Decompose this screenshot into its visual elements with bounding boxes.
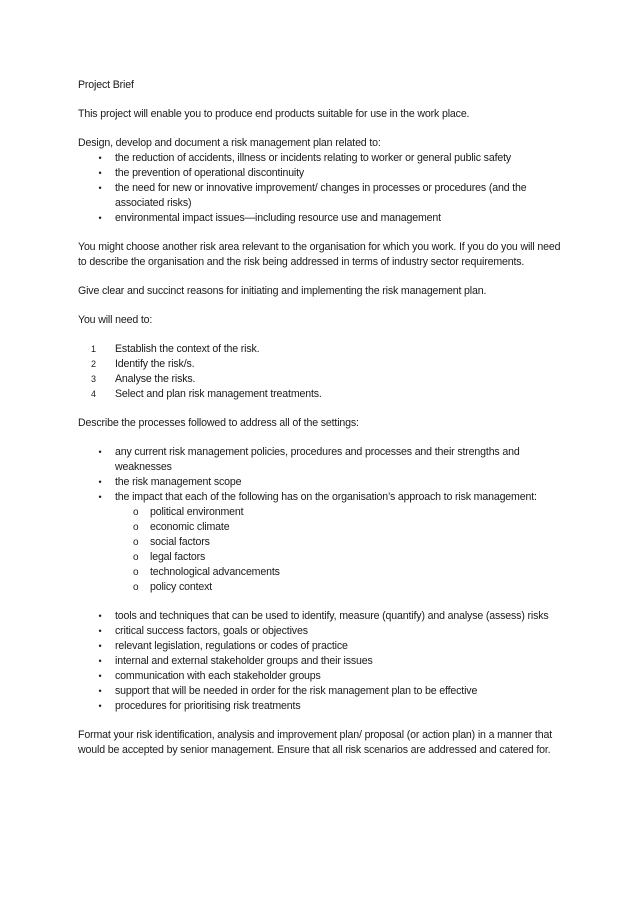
bullet-icon: • [98,213,102,223]
sub-list-item: o economic climate [133,521,230,533]
bullet-icon: • [98,626,102,636]
sub-list-item: o legal factors [133,551,206,563]
list-item: • critical success factors, goals or objectives [115,624,562,639]
step-number: 3 [91,374,96,384]
bullet-icon: • [98,671,102,681]
bullet-icon: • [98,686,102,696]
bullet-icon: • [98,656,102,666]
step-number: 2 [91,359,96,369]
sub-list-item: o political environment [133,506,244,518]
circle-bullet-icon: o [133,522,139,533]
impact-factors-list [115,505,562,595]
choose-paragraph: You might choose another risk area relevant to the organisation for which you work. If you do you will need to describe the organisation and the risk being addressed in terms of industry sector requirements. [78,241,561,268]
bullet-icon: • [98,641,102,651]
sub-list-item: o technological advancements [133,566,280,578]
document-page [78,78,562,758]
settings-heading: Describe the processes followed to address all of the settings: [78,417,359,429]
settings-list-a [78,445,562,595]
sub-list-item: o policy context [133,581,213,593]
bullet-icon: • [98,183,102,193]
circle-bullet-icon: o [133,537,139,548]
circle-bullet-icon: o [133,507,139,518]
list-item: • communication with each stakeholder groups [115,669,562,684]
bullet-icon: • [98,153,102,163]
list-item: 3 Analyse the risks. [91,373,196,385]
bullet-icon: • [98,611,102,621]
bullet-icon: • [98,447,102,457]
list-item: • the impact that each of the following has on the organisation’s approach to risk management: o political environment o economic climate o social factors o legal factors o technological advancements o policy context [115,490,562,595]
list-item: • environmental impact issues—including resource use and management [115,211,562,226]
circle-bullet-icon: o [133,582,139,593]
intro-paragraph: This project will enable you to produce end products suitable for use in the work place. [78,108,470,120]
list-item: • procedures for prioritising risk treatments [115,699,562,714]
design-heading: Design, develop and document a risk management plan related to: [78,137,381,149]
document-title: Project Brief [78,79,134,91]
list-item: • the risk management scope [115,475,562,490]
list-item: • the prevention of operational discontinuity [115,166,562,181]
list-item: • relevant legislation, regulations or codes of practice [115,639,562,654]
step-number: 1 [91,344,96,354]
list-item: • internal and external stakeholder groups and their issues [115,654,562,669]
sub-list-item: o social factors [133,536,210,548]
list-item: • the need for new or innovative improvement/ changes in processes or procedures (and the associated risks) [115,181,562,211]
design-list [78,151,562,226]
list-item: • support that will be needed in order for the risk management plan to be effective [115,684,562,699]
steps-list [78,342,562,402]
circle-bullet-icon: o [133,552,139,563]
bullet-icon: • [98,168,102,178]
bullet-icon: • [98,477,102,487]
step-number: 4 [91,389,96,399]
circle-bullet-icon: o [133,567,139,578]
list-item: • tools and techniques that can be used to identify, measure (quantify) and analyse (assess) risks [115,609,562,624]
reasons-paragraph: Give clear and succinct reasons for initiating and implementing the risk management plan. [78,285,487,297]
list-item: • the reduction of accidents, illness or incidents relating to worker or general public safety [115,151,562,166]
settings-list-b [78,609,562,714]
bullet-icon: • [98,492,102,502]
list-item: • any current risk management policies, procedures and processes and their strengths and weaknesses [115,445,562,475]
list-item: 4 Select and plan risk management treatments. [91,388,322,400]
list-item: 2 Identify the risk/s. [91,358,195,370]
bullet-icon: • [98,701,102,711]
list-item: 1 Establish the context of the risk. [91,343,260,355]
need-heading: You will need to: [78,314,153,326]
format-paragraph: Format your risk identification, analysis and improvement plan/ proposal (or action plan) in a manner that would be accepted by senior management. Ensure that all risk scenarios are addressed and catered for. [78,729,553,756]
